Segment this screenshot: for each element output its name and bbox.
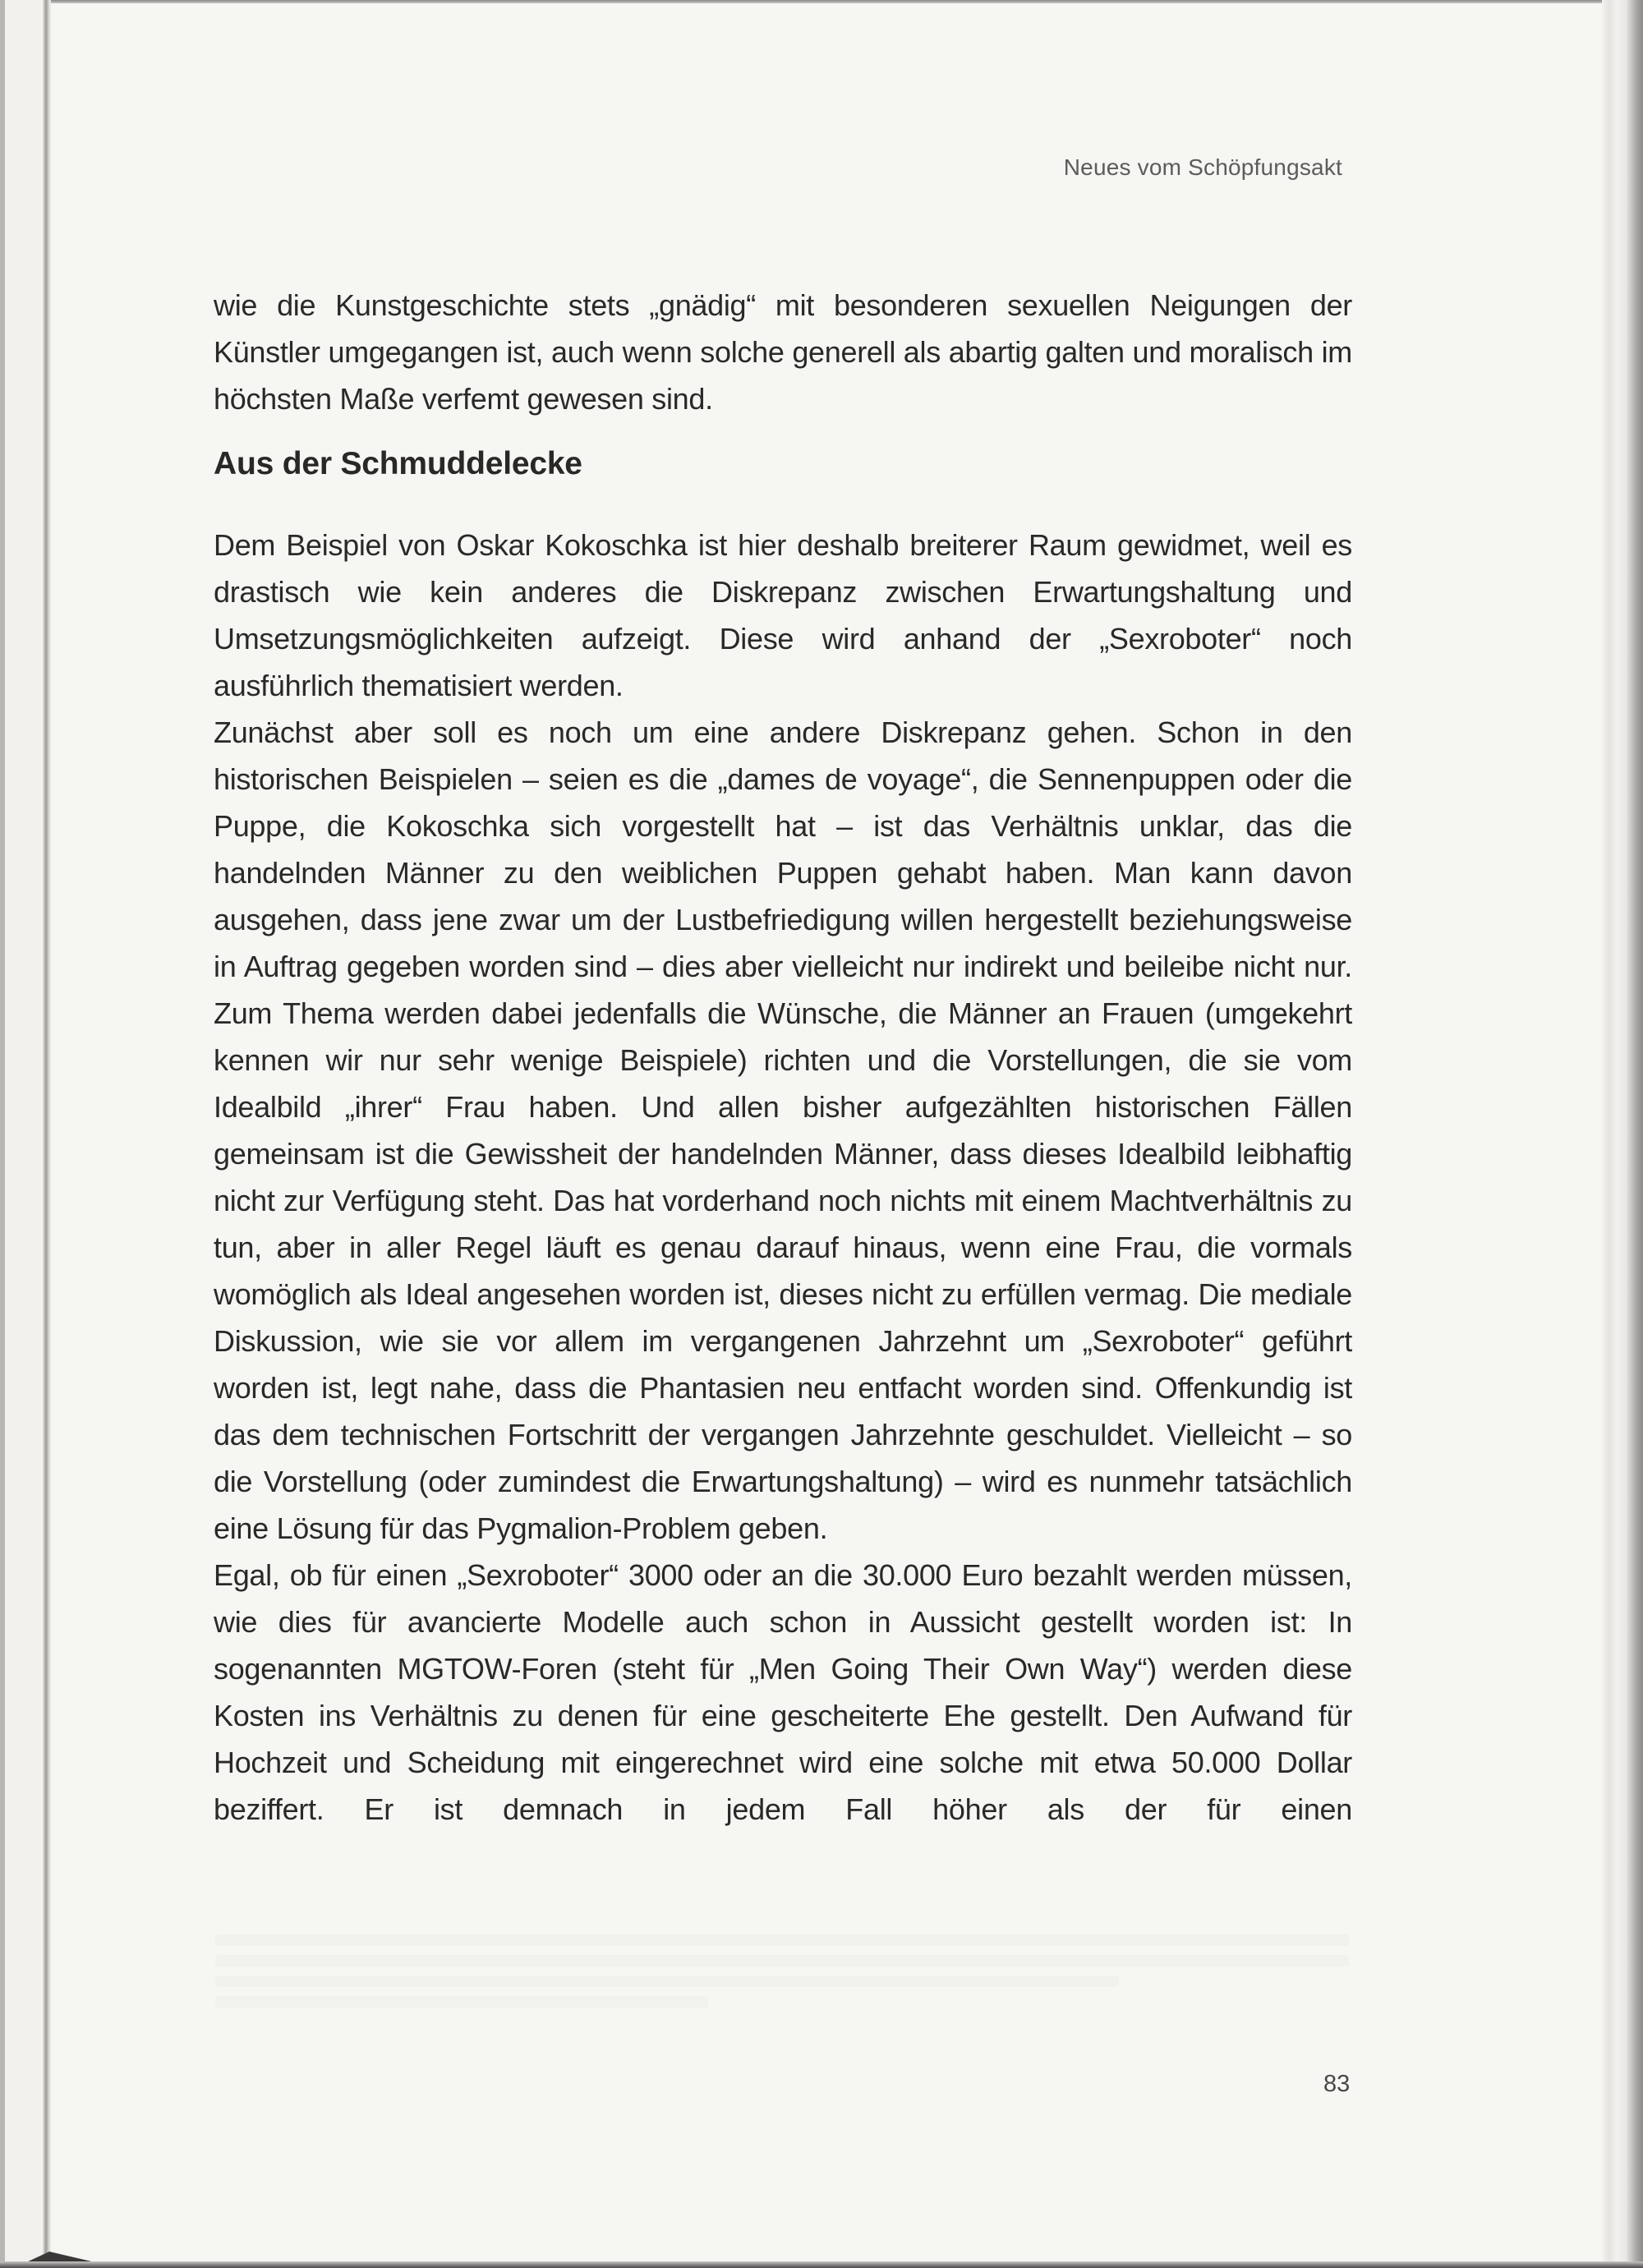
bleed-through-line [215, 1955, 1349, 1967]
scan-edge-bottom [0, 2261, 1643, 2268]
paragraph: Dem Beispiel von Oskar Kokoschka ist hier deshalb breiterer Raum gewidmet, weil es drastisch wie kein anderes die Diskrepanz zwischen Erwartungshaltung und Umsetzungsmöglichkeiten aufzeigt. Diese wird anhand der „Sexroboter“ noch ausführlich thematisiert werden. [214, 528, 1352, 702]
bleed-through-line [215, 1996, 708, 2008]
page-edge-stack [1602, 0, 1627, 2268]
book-gutter-fold [43, 0, 51, 2268]
body-text [214, 282, 1352, 1833]
paragraph: Zunächst aber soll es noch um eine andere Diskrepanz gehen. Schon in den historischen Beispielen – seien es die „dames de voyage“, die Sennenpuppen oder die Puppe, die Kokoschka sich vorgestellt hat – ist das Verhältnis unklar, das die handelnden Männer zu den weiblichen Puppen gehabt haben. Man kann davon ausgehen, dass jene zwar um der Lustbefriedigung willen hergestellt beziehungsweise in Auftrag gegeben worden sind – dies aber vielleicht nur indirekt und beileibe nicht nur. Zum Thema werden dabei jedenfalls die Wünsche, die Männer an Frauen (umgekehrt kennen wir nur sehr wenige Beispiele) richten und die Vorstellungen, die sie vom Idealbild „ihrer“ Frau haben. Und allen bisher aufgezählten historischen Fällen gemeinsam ist die Gewissheit der handelnden Männer, dass dieses Idealbild leibhaftig nicht zur Verfügung steht. Das hat vorderhand noch nichts mit einem Machtverhältnis zu tun, aber in aller Regel läuft es genau darauf hinaus, wenn eine Frau, die vormals womöglich als Ideal angesehen worden ist, dieses nicht zu erfüllen vermag. Die mediale Diskussion, wie sie vor allem im vergangenen Jahrzehnt um „Sexroboter“ geführt worden ist, legt nahe, dass die Phantasien neu entfacht worden sind. Offenkundig ist das dem technischen Fortschritt der vergangen Jahrzehnte geschuldet. Vielleicht – so die Vorstellung (oder zumindest die Erwartungshaltung) – wird es nunmehr tatsächlich eine Lösung für das Pygmalion-Problem geben. [214, 715, 1352, 1545]
paragraph: Egal, ob für einen „Sexroboter“ 3000 oder an die 30.000 Euro bezahlt werden müssen, wie dies für avancierte Modelle auch schon in Aussicht gestellt worden ist: In sogenannten MGTOW-Foren (steht für „Men Going Their Own Way“) werden diese Kosten ins Verhältnis zu denen für eine gescheiterte Ehe gestellt. Den Aufwand für Hochzeit und Scheidung mit eingerechnet wird eine solche mit etwa 50.000 Dollar beziffert. Er ist demnach in jedem Fall höher als der für einen [214, 1558, 1352, 1826]
scan-edge-top [0, 0, 1643, 3]
section-heading: Aus der Schmuddelecke [214, 446, 582, 481]
scan-edge-right [1627, 0, 1643, 2268]
page-number: 83 [1323, 2071, 1351, 2097]
running-head: Neues vom Schöpfungsakt [1063, 154, 1342, 180]
bleed-through-line [215, 1934, 1349, 1946]
facing-page-sliver [5, 0, 43, 2268]
paragraph-intro-continuation: wie die Kunstgeschichte stets „gnädig“ mit besonderen sexuellen Neigungen der Künstler umgegangen ist, auch wenn solche generell als abartig galten und moralisch im höchsten Maße verfemt gewesen sind. [214, 288, 1352, 416]
bleed-through-line [215, 1976, 1119, 1987]
